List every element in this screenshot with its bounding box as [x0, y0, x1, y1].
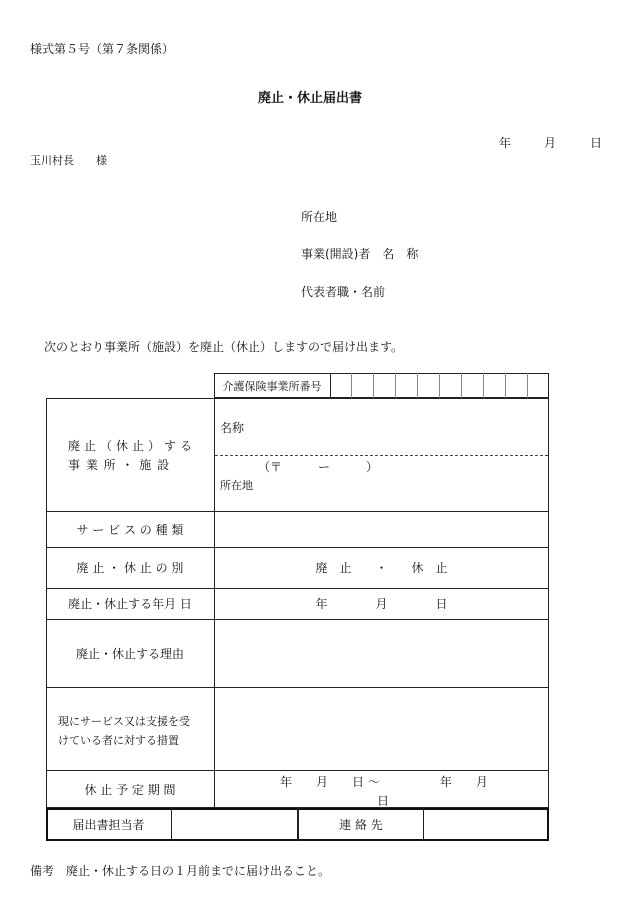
facility-address-label: 所在地	[220, 479, 253, 492]
insurance-digit-cell[interactable]	[527, 373, 549, 398]
form-number: 様式第５号（第７条関係）	[30, 42, 175, 56]
period-label: 休 止 予 定 期 間	[84, 782, 176, 797]
insurance-digit-cell[interactable]	[395, 373, 417, 398]
facility-label-line2: 事 業 所 ・ 施 設	[68, 458, 171, 472]
contact-field[interactable]	[425, 811, 546, 838]
page-title: 廃止・休止届出書	[258, 91, 363, 106]
addressee: 玉川村長 様	[30, 154, 107, 167]
reporter-label: 届出書担当者	[72, 818, 145, 832]
insurance-digit-cell[interactable]	[483, 373, 505, 398]
measures-label-line2: けている者に対する措置	[58, 734, 179, 747]
reason-field[interactable]	[215, 620, 548, 686]
reason-label: 廃止・休止する理由	[75, 646, 184, 661]
insurance-number-label: 介護保険事業所番号	[222, 379, 322, 393]
applicant-rep-label: 代表者職・名前	[301, 285, 386, 299]
facility-name-label: 名称	[220, 421, 245, 435]
facility-name-field[interactable]	[250, 410, 540, 450]
service-type-field[interactable]	[215, 512, 548, 546]
measures-field[interactable]	[215, 688, 548, 769]
reporter-field[interactable]	[173, 811, 295, 838]
contact-label: 連 絡 先	[339, 818, 383, 832]
measures-label-line1: 現にサービス又は支援を受	[58, 715, 190, 728]
postal-code-text: （〒 ー ）	[258, 460, 379, 474]
abolish-date-label: 廃止・休止する年月 日	[68, 597, 192, 611]
insurance-digit-cell[interactable]	[351, 373, 373, 398]
facility-label-line1: 廃止（休止）する	[68, 439, 197, 453]
date-day: 日	[590, 136, 603, 150]
abolish-suspend-choice[interactable]: 廃 止 ・ 休 止	[315, 561, 448, 575]
period-value-line2: 日	[377, 794, 390, 808]
insurance-digit-cell[interactable]	[417, 373, 439, 398]
insurance-digit-cell[interactable]	[505, 373, 527, 398]
period-value-line1[interactable]: 年 月 日 ～ 年 月	[280, 775, 488, 789]
applicant-name-label: 事業(開設)者 名 称	[301, 247, 419, 261]
applicant-location-label: 所在地	[301, 210, 338, 224]
intro-text: 次のとおり事業所（施設）を廃止（休止）しますので届け出ます。	[44, 340, 404, 354]
service-type-label: サ ー ビ ス の 種 類	[76, 522, 184, 537]
date-year: 年	[499, 136, 512, 150]
facility-address-field[interactable]	[265, 470, 540, 506]
abolish-date-field[interactable]: 年 月 日	[315, 597, 448, 611]
insurance-digit-cell[interactable]	[439, 373, 461, 398]
note-text: 備考 廃止・休止する日の１月前までに届け出ること。	[30, 864, 331, 878]
insurance-digit-cell[interactable]	[461, 373, 483, 398]
abolish-suspend-label: 廃 止 ・ 休 止 の 別	[76, 561, 184, 575]
date-month: 月	[544, 136, 557, 150]
insurance-digit-cell[interactable]	[373, 373, 395, 398]
